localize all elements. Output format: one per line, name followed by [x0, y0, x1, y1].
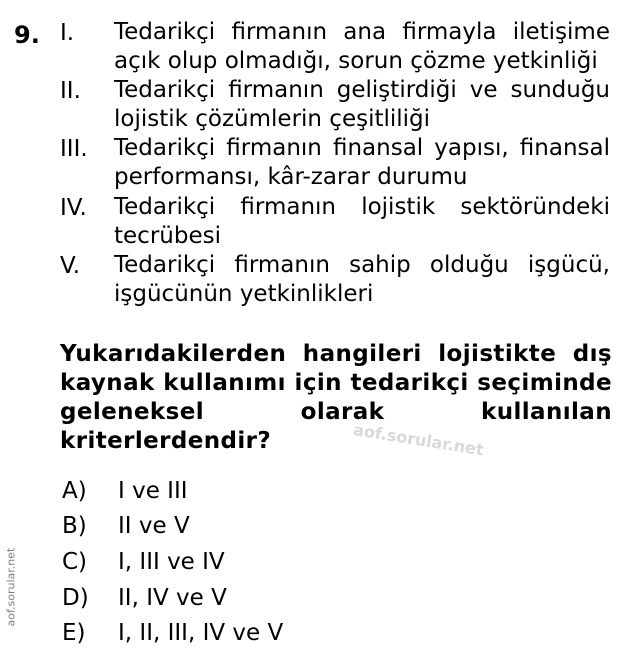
option-letter: A) — [62, 478, 87, 504]
option-letter: C) — [62, 549, 88, 575]
premise-numeral: I. — [60, 20, 75, 46]
question-number: 9. — [14, 21, 40, 49]
option-text: II, IV ve V — [118, 585, 227, 611]
premise-numeral: IV. — [60, 195, 87, 221]
premise-item-5 — [60, 251, 610, 309]
premise-item-2 — [60, 76, 610, 134]
premise-text: Tedarikçi firmanın finansal yapısı, finansal performansı, kâr-zarar durumu — [114, 135, 610, 190]
premise-text: Tedarikçi firmanın sahip olduğu işgücü, işgücünün yetkinlikleri — [114, 252, 610, 307]
premise-item-3 — [60, 134, 610, 192]
option-text: I, III ve IV — [118, 549, 225, 575]
question-stem: Yukarıdakilerden hangileri lojistikte dış kaynak kullanımı için tedarikçi seçiminde geleneksel olarak kullanılan kriterlerdendir? — [60, 341, 612, 454]
premise-text: Tedarikçi firmanın lojistik sektöründeki tecrübesi — [114, 194, 610, 249]
premise-numeral: V. — [60, 253, 81, 279]
option-a[interactable] — [62, 476, 188, 506]
option-d[interactable] — [62, 583, 227, 613]
premise-numeral: III. — [60, 136, 88, 162]
option-text: I ve III — [118, 478, 188, 504]
premise-numeral: II. — [60, 78, 81, 104]
option-text: I, II, III, IV ve V — [118, 620, 284, 646]
option-e[interactable] — [62, 618, 283, 648]
premise-item-1 — [60, 18, 610, 76]
option-letter: D) — [62, 585, 89, 611]
premise-text: Tedarikçi firmanın geliştirdiği ve sunduğu lojistik çözümlerin çeşitliliği — [114, 77, 610, 132]
option-text: II ve V — [118, 513, 190, 539]
option-c[interactable] — [62, 547, 225, 577]
premise-text: Tedarikçi firmanın ana firmayla iletişime açık olup olmadığı, sorun çözme yetkinliği — [114, 19, 610, 74]
option-letter: E) — [62, 620, 86, 646]
side-watermark: aof.sorular.net — [4, 547, 18, 627]
premise-item-4 — [60, 193, 610, 251]
option-letter: B) — [62, 513, 87, 539]
watermark-text: aof.sorular.net — [352, 420, 485, 460]
option-b[interactable] — [62, 511, 190, 541]
